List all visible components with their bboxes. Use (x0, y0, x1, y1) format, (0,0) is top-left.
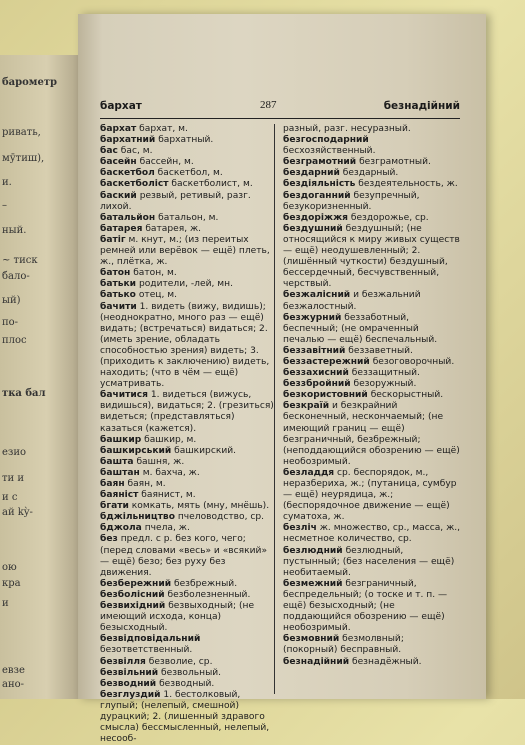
entry-definition: и безкрайний бесконечный, нескончаемый; (не имеющий границ — ещё) безграничный, безбрежный; (неподдающийся обозрению — ещё) необозримый. (283, 401, 460, 467)
entry-headword: басейн (100, 157, 137, 168)
entry-definition: бас, м. (117, 146, 153, 157)
left-page-fragment: и (2, 598, 9, 609)
dictionary-entry (283, 157, 461, 168)
entry-definition: 1. видеться (вижусь, видишься), видаться; 2. (грезиться) видеться; (представляться) казаться (кажется). (100, 390, 274, 434)
dictionary-entry (283, 546, 461, 579)
entry-definition: пчеловодство, ср. (174, 512, 265, 523)
entry-definition: бездеятельность, ж. (355, 179, 458, 190)
dictionary-entry (100, 601, 278, 634)
entry-headword: беззавітний (283, 345, 346, 356)
entry-headword: баян (100, 479, 125, 489)
dictionary-entry (100, 302, 278, 391)
dictionary-entry (283, 179, 461, 190)
dictionary-entry (100, 135, 278, 146)
dictionary-entry (100, 124, 278, 135)
entry-definition: отец, м. (135, 290, 178, 301)
entry-headword: бездушний (283, 223, 343, 234)
dictionary-entry (100, 579, 278, 590)
dictionary-entry (100, 657, 278, 668)
dictionary-entry (283, 124, 461, 135)
left-page-fragment: – (2, 200, 7, 211)
entry-definition: 1. видеть (вижу, видишь); (неоднократно, много раз — ещё) видать; (встречаться) видаться; 2. (иметь зрение, обладать способностью зрения) видеть; 3. (приходить к заключению) видеть, находить; (что в чём — ещё) усматривать. (100, 301, 270, 390)
entry-headword: баскетболіст (100, 179, 169, 190)
dictionary-entry (283, 357, 461, 368)
entry-headword: безбережний (100, 578, 172, 589)
entry-headword: батько (100, 290, 136, 301)
right-column (274, 124, 461, 694)
dictionary-entry (100, 224, 278, 235)
left-page-fragment: ~ тиск (2, 255, 38, 266)
entry-definition: безграничный, беспредельный; (о тоске и т. п. — ещё) безысходный; (не поддающийся обозрению — ещё) необозримый. (283, 578, 448, 634)
entry-definition: м. кнут, м.; (из переитых ремней или верёвок — ещё) плеть, ж., плётка, ж. (100, 234, 270, 268)
entry-definition: безбрежный. (171, 578, 238, 589)
entry-headword: безграмотний (283, 157, 357, 168)
entry-headword: безвільний (100, 667, 159, 678)
dictionary-entry (283, 390, 461, 401)
entry-definition: безграмотный. (356, 157, 431, 168)
left-page-fragment: кра (2, 578, 21, 589)
entry-headword: безвідповідальний (100, 634, 201, 645)
entry-definition: м. бахча, ж. (139, 467, 200, 478)
entry-headword: безмежний (283, 578, 343, 589)
entry-headword: бджільництво (100, 512, 175, 523)
left-page-fragment: ти и (2, 473, 25, 484)
dictionary-entry (100, 679, 278, 690)
entry-headword: бачитися (100, 390, 148, 401)
dictionary-entry (283, 634, 461, 656)
entry-definition: безболезненный. (164, 589, 251, 600)
entry-definition: бархат, м. (136, 124, 188, 134)
left-page-fragment: ою (2, 562, 17, 573)
dictionary-entry (283, 579, 461, 634)
entry-definition: предл. с р. без кого, чего; (перед словами «весь» и «всякий» — ещё) безо; без руху без движения. (100, 534, 268, 578)
entry-headword: беззбройний (283, 379, 351, 390)
entry-headword: батьки (100, 279, 137, 290)
dictionary-entry (100, 590, 278, 601)
dictionary-entry (283, 468, 461, 523)
entry-definition: беззащитный. (348, 368, 420, 379)
entry-headword: батарея (100, 223, 143, 234)
left-page-fragment: ай kỳ- (2, 507, 33, 518)
entry-headword: бездоганний (283, 190, 351, 201)
dictionary-entry (283, 290, 461, 312)
dictionary-entry (283, 523, 461, 545)
entry-definition: бескорыстный. (367, 390, 444, 401)
entry-headword: безліч (283, 523, 317, 534)
dictionary-entry (100, 179, 278, 190)
dictionary-entry (100, 690, 278, 745)
entry-definition: батон, м. (130, 268, 177, 279)
entry-headword: без (100, 534, 118, 545)
entry-headword: башта (100, 456, 134, 467)
left-page-fragment: тка бал (2, 388, 46, 399)
entry-definition: ж. множество, ср., масса, ж., несметное количество, ср. (283, 523, 461, 545)
entry-headword: безболісний (100, 589, 165, 600)
entry-headword: бгати (100, 501, 129, 512)
left-page-fragment: мӯтиш), (2, 153, 45, 164)
entry-headword: безглуздий (100, 689, 161, 700)
left-page-fragment: ривать, (2, 127, 41, 138)
header-right-headword: безнадійний (383, 100, 460, 112)
dictionary-entry (100, 501, 278, 512)
entry-definition: безводный. (156, 678, 215, 689)
entry-definition: родители, -лей, мн. (136, 279, 233, 290)
entry-definition: и безжальний безжалостный. (283, 290, 421, 312)
dictionary-entry (283, 135, 461, 157)
left-page-fragment: ый) (2, 295, 21, 306)
entry-headword: безладдя (283, 467, 335, 478)
entry-definition: безвольный. (158, 667, 222, 678)
left-page-fragment: евзе (2, 665, 25, 676)
entry-definition: баскетбол, м. (154, 168, 223, 179)
entry-headword: бездарний (283, 168, 340, 179)
entry-headword: безнадійний (283, 656, 350, 667)
left-page-fragment: по- (2, 317, 19, 328)
entry-headword: баскетбол (100, 168, 155, 179)
dictionary-entry (100, 468, 278, 479)
dictionary-entry (100, 457, 278, 468)
dictionary-entry (283, 168, 461, 179)
left-page-fragment: и с (2, 492, 18, 503)
entry-definition: комкать, мять (мну, мнёшь). (128, 501, 270, 512)
left-page-edge (0, 55, 78, 699)
dictionary-entry (283, 368, 461, 379)
dictionary-entry (283, 401, 461, 468)
entry-headword: бачити (100, 301, 137, 312)
entry-headword: безкористовний (283, 390, 368, 401)
dictionary-entry (100, 268, 278, 279)
entry-definition: бездарный. (339, 168, 399, 179)
entry-headword: бас (100, 146, 118, 157)
dictionary-entry (283, 191, 461, 213)
entry-definition: безупречный, безукоризненный. (283, 190, 420, 212)
header-left-headword: бархат (100, 100, 142, 112)
dictionary-entry (100, 235, 278, 268)
dictionary-entry (100, 490, 278, 501)
entry-headword: безвихідний (100, 601, 166, 612)
dictionary-entry (283, 379, 461, 390)
dictionary-entry (100, 534, 278, 578)
entry-definition: башкирский. (171, 445, 237, 456)
dictionary-entry (100, 213, 278, 224)
dictionary-entry (100, 446, 278, 457)
entry-headword: бджола (100, 523, 142, 534)
left-page-fragment: барометр (2, 77, 58, 88)
dictionary-entry (100, 390, 278, 434)
dictionary-entry (100, 191, 278, 213)
entry-definition: безоружный. (350, 379, 417, 390)
dictionary-entry (283, 657, 461, 668)
dictionary-entry (100, 435, 278, 446)
entry-definition: бездорожье, ср. (347, 212, 429, 223)
dictionary-entry (100, 512, 278, 523)
entry-definition: бесхозяйственный. (283, 146, 376, 157)
entry-definition: баскетболист, м. (168, 179, 253, 190)
dictionary-entry (283, 346, 461, 357)
entry-headword: баштан (100, 467, 140, 478)
entry-headword: безжурний (283, 312, 342, 323)
entry-definition: безнадёжный. (349, 656, 422, 667)
entry-definition: батарея, ж. (142, 223, 202, 234)
entry-headword: батон (100, 268, 131, 279)
entry-definition: безмолвный; (покорный) бесправный. (283, 634, 404, 656)
left-page-fragment: и. (2, 177, 12, 188)
left-page-fragment: плос (2, 335, 27, 346)
entry-headword: баяніст (100, 490, 139, 501)
entry-headword: батіг (100, 234, 126, 245)
entry-headword: бездіяльність (283, 179, 356, 190)
dictionary-entry (100, 479, 278, 490)
entry-definition: башня, ж. (133, 456, 185, 467)
entry-definition: баянист, м. (138, 490, 196, 501)
entry-definition: безлюдный, пустынный; (без населения — ещё) необитаемый. (283, 545, 455, 578)
entry-headword: батальйон (100, 212, 156, 223)
left-column (100, 124, 278, 745)
entry-definition: пчела, ж. (141, 523, 190, 534)
dictionary-entry (100, 668, 278, 679)
entry-headword: беззахисний (283, 368, 349, 379)
entry-definition: разный, разг. несуразный. (283, 124, 411, 134)
entry-definition: бездушный; (не относящийся к миру живых существ — ещё) неодушевленный; 2. (лишённый чуткости) бездушный, бессердечный, бесчувственный, черствый. (283, 223, 460, 290)
dictionary-entry (100, 157, 278, 168)
entry-headword: безгосподарний (283, 135, 369, 146)
dictionary-entry (283, 224, 461, 291)
entry-headword: безмовний (283, 634, 340, 645)
left-page-fragment: езио (2, 447, 27, 458)
entry-headword: баский (100, 190, 137, 201)
page-number: 287 (260, 99, 277, 111)
running-header (100, 100, 460, 119)
entry-definition: ср. беспорядок, м., неразбериха, ж.; (путаница, сумбур — ещё) неурядица, ж.; (беспорядочное движение — ещё) суматоха, ж. (283, 467, 457, 523)
entry-definition: башкир, м. (141, 434, 197, 445)
entry-headword: безлюдний (283, 545, 343, 556)
entry-headword: башкир (100, 434, 142, 445)
entry-headword: безвілля (100, 656, 146, 667)
entry-definition: батальон, м. (155, 212, 219, 223)
entry-headword: беззастережний (283, 356, 370, 367)
dictionary-entry (100, 290, 278, 301)
dictionary-entry (100, 168, 278, 179)
dictionary-entry (100, 279, 278, 290)
dictionary-entry (100, 146, 278, 157)
entry-definition: бассейн, м. (136, 157, 194, 168)
dictionary-entry (283, 313, 461, 346)
entry-headword: бархатний (100, 135, 156, 146)
entry-headword: бездоріжжя (283, 212, 348, 223)
entry-definition: безоговорочный. (369, 356, 455, 367)
dictionary-page (78, 14, 486, 745)
entry-definition: беззаботный, беспечный; (не омраченный печалью — ещё) беспечальный. (283, 312, 438, 345)
entry-headword: бархат (100, 124, 137, 134)
entry-headword: безводний (100, 678, 157, 689)
entry-definition: баян, м. (124, 479, 166, 489)
entry-definition: безответственный. (100, 645, 193, 656)
entry-definition: беззаветный. (345, 345, 413, 356)
entry-definition: бархатный. (155, 135, 214, 146)
entry-definition: 1. бестолковый, глупый; (нелепый, смешной) дурацкий; 2. (лишенный здравого смысла) бессмысленный, нелепый, несооб- (100, 689, 270, 745)
dictionary-entry (100, 523, 278, 534)
entry-definition: безвыходный; (не имеющий исхода, конца) безысходный. (100, 601, 255, 634)
entry-headword: безжалісний (283, 290, 351, 301)
left-page-fragment: бало- (2, 271, 30, 282)
entry-definition: резвый, ретивый, разг. лихой. (100, 190, 251, 212)
dictionary-entry (283, 213, 461, 224)
left-page-fragment: ный. (2, 225, 27, 236)
dictionary-entry (100, 634, 278, 656)
left-page-fragment: ано- (2, 679, 25, 690)
entry-headword: безкраїй (283, 401, 330, 412)
entry-headword: башкирський (100, 445, 172, 456)
entry-definition: безволие, ср. (145, 656, 213, 667)
